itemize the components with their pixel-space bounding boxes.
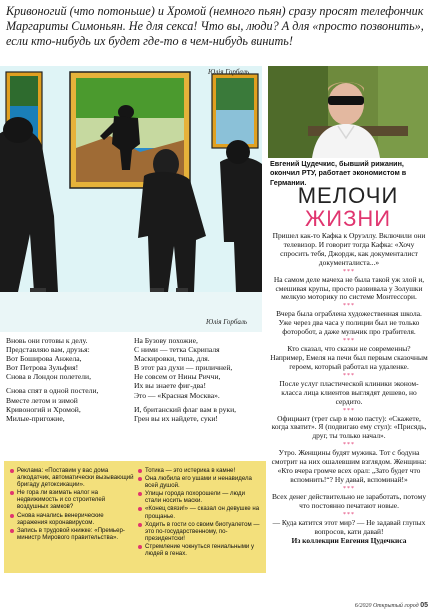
bullet-icon xyxy=(10,469,14,473)
poem-line: Представляю вам, друзья: xyxy=(6,345,90,355)
bullet-icon xyxy=(138,507,142,511)
footer-issue: 6/2020 xyxy=(354,603,372,609)
poem-line: Милые-пригожие, xyxy=(6,413,65,423)
bullet-icon xyxy=(138,545,142,549)
poem-line: Вновь они готовы к делу. xyxy=(6,336,88,345)
bullet-icon xyxy=(138,477,142,481)
author-photo xyxy=(268,66,428,158)
joke-item: Тотика — это истерика в камне! xyxy=(138,467,262,474)
column-paragraph: — Куда катится этот мир? — Не задавай глупых вопросов, кати давай! xyxy=(272,517,426,536)
column-paragraph: Вчера была ограблена художественная школа. Уже через два часа у полиции был не только фоторобот, а даже мульчик про грабителя. xyxy=(276,309,422,337)
poem-left xyxy=(6,336,136,423)
joke-item: Стремление чокнуться гениальными у людей в генах. xyxy=(138,543,262,557)
joke-item: Снова начались венерические заражения коронавирусом. xyxy=(10,512,134,526)
joke-item: Не гора ли взимать налог на недвижимость и со строителей воздушных замков? xyxy=(10,489,134,510)
poem-right xyxy=(134,336,264,423)
separator: *** xyxy=(343,268,355,275)
joke-item: Реклама: «Поставим у вас дома алкодатчик, автоматически вызывающий бригаду детоксикации». xyxy=(10,467,134,488)
separator: *** xyxy=(343,372,355,379)
separator: *** xyxy=(343,442,355,449)
bullet-icon xyxy=(138,492,142,496)
poem-line: Снова в Лондон полетели, xyxy=(6,372,91,382)
bullet-icon xyxy=(138,469,142,473)
poem-line: Снова спят в одной постели, xyxy=(6,386,99,396)
poem-line: На Бузову похожие, xyxy=(134,336,198,345)
poem-line: Маскировки, типа, для. xyxy=(134,354,210,364)
bullet-icon xyxy=(138,523,142,527)
joke-item: Запись в трудовой книжке: «Премьер-министр Мирового правительства». xyxy=(10,527,134,541)
author-caption: Евгений Цудечкис, бывший рижанин, окончил РТУ, работает экономистом в Германии. xyxy=(270,159,407,187)
column-paragraph: Кто сказал, что сказки не современны? Например, Емеля на печи был первым сказочным героем, который работал на удаленке. xyxy=(270,344,428,371)
separator: *** xyxy=(343,407,355,414)
poem-line: Это — «Красная Москва». xyxy=(134,390,220,400)
poem-line: Не совсем от Нины Риччи, xyxy=(134,372,221,382)
cartoon-signature-bottom: Юлія Горбаль xyxy=(206,318,248,326)
poem-line: И, британский флаг вам в руки, xyxy=(134,404,237,414)
cartoon-illustration xyxy=(0,66,262,332)
column-paragraph: На самом деле мачеха не была такой уж злой и, смешивая крупы, просто развивала у Золушки мелкую моторику по системе Монтессори. xyxy=(273,274,425,302)
poem-line: Вот Боширова Анжела, xyxy=(6,354,82,364)
separator: *** xyxy=(343,511,355,518)
poem-line: Грен вы их найдете, суки! xyxy=(134,413,218,423)
column-title-line2: ЖИЗНИ xyxy=(304,206,392,231)
cartoon-drawing xyxy=(0,66,262,332)
column-signature: Из коллекции Евгения Цудечкиса xyxy=(291,536,407,546)
joke-item: Улицы города похорошели — люди стали носить маски. xyxy=(138,490,262,504)
column-title-line1: МЕЛОЧИ xyxy=(297,183,399,208)
column-paragraph: Официант (трет сыр в мою пасту): «Скажете, когда хватит». Я (подвигаю ему стул): «Присядь, друг, ты только начал». xyxy=(271,413,427,441)
column-paragraph: После услуг пластической клиники эконом-класса лица клиентов выглядят дешево, но сердито. xyxy=(279,378,419,406)
separator: *** xyxy=(343,338,355,345)
poem-line: В этот раз духи — приличней, xyxy=(134,363,233,373)
jokes-box-left xyxy=(10,467,134,542)
page-number: 05 xyxy=(420,602,428,609)
bullet-icon xyxy=(10,514,14,518)
poem-line: Вот Петрова Зульфия! xyxy=(6,363,79,373)
cartoon-signature-top: Юлія Горбаль xyxy=(208,68,250,76)
bullet-icon xyxy=(10,529,14,533)
poem-line: Кривоногий и Хромой, xyxy=(6,404,81,414)
bullet-icon xyxy=(10,491,14,495)
jokes-box xyxy=(4,461,266,573)
joke-item: Она любила его ушами и ненавидела всей душой. xyxy=(138,475,262,489)
joke-item: Ходить в гости со своим биотуалетом — это по-государственному, по-президентски! xyxy=(138,521,262,542)
column-paragraph: Пришел как-то Кафка к Оруэллу. Включили они телевизор. И говорит тогда Кафка: «Хочу спросить тебя, Джордж, как документалист документалиста...» xyxy=(272,231,426,267)
column-paragraph: Утро. Женщины будят мужика. Тот с бодуна смотрит на них ошалевшим взглядом. Женщина: «Кто вчера громче всех орал: „Зато будет что вспомнить!“? Ну давай, вспоминай!» xyxy=(271,448,427,484)
footer-magazine: Открытый город xyxy=(372,603,419,609)
poem-line: Вместе летом и зимой xyxy=(6,395,78,405)
column-text xyxy=(270,232,428,547)
separator: *** xyxy=(343,485,355,492)
separator: *** xyxy=(343,303,355,310)
page-footer xyxy=(355,602,428,609)
top-quote: Кривоногий (что потоньше) и Хромой (немного пьян) сразу просят телефончик Маргариты Симоньян. Не для секса! Что вы, люди? А для «просто позвонить», если кто-нибудь их будет где-то в чем-нибудь винить! xyxy=(6,4,424,48)
jokes-box-right xyxy=(138,467,262,558)
joke-item: «Конец связи!» — сказал он девушке на прощанье. xyxy=(138,505,262,519)
column-paragraph: Всех денег действительно не заработать, потому что постоянно печатают новые. xyxy=(271,491,427,510)
poem-line: Их вы знаете фиг-два! xyxy=(134,381,207,391)
poem-line: С ними — тетка Скрипаля xyxy=(134,345,220,355)
